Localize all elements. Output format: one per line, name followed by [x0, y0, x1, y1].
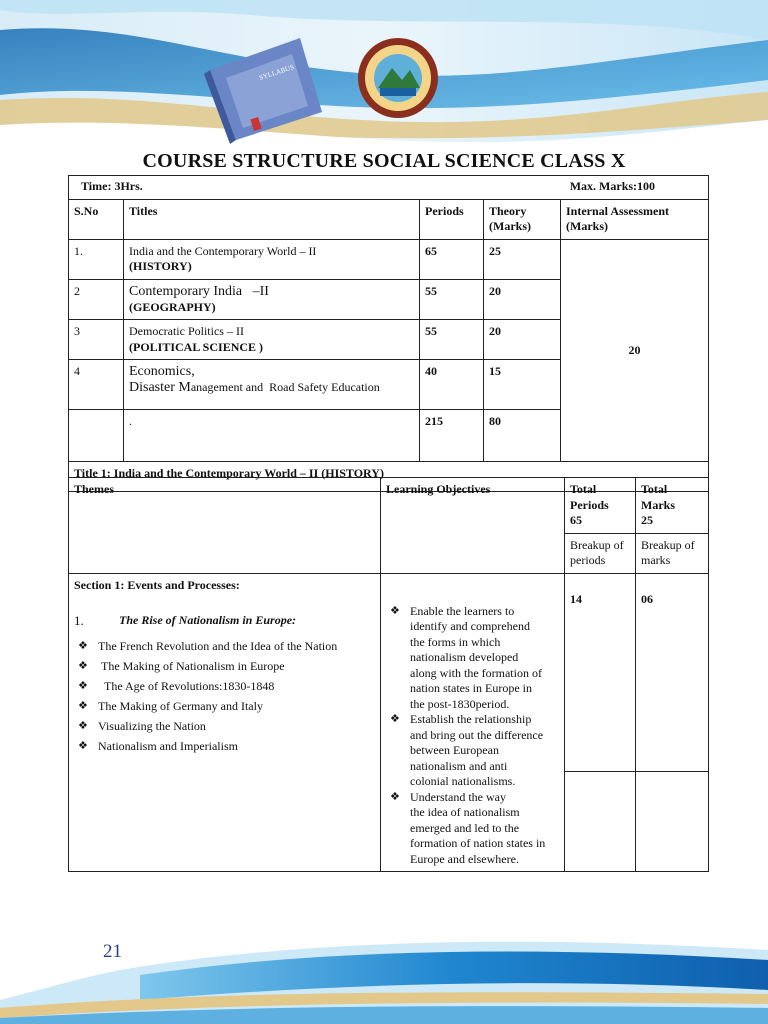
diamond-bullet-icon: ❖ [78, 639, 88, 652]
objective-item [386, 712, 559, 790]
header-themes: Themes [69, 478, 381, 574]
row-sno: 2 [69, 279, 124, 320]
row-periods: 65 [420, 239, 484, 279]
sub-heading [74, 613, 375, 629]
page-title: COURSE STRUCTURE SOCIAL SCIENCE CLASS X [142, 150, 626, 172]
row-subtitle [129, 380, 414, 396]
max-marks-label: Max. Marks:100 [569, 179, 656, 193]
breakup-periods-line1: Breakup of [570, 537, 624, 552]
internal-assessment-value: 20 [561, 239, 709, 462]
row-sno: 3 [69, 320, 124, 360]
diamond-bullet-icon: ❖ [390, 790, 400, 803]
row-title [124, 279, 420, 320]
diamond-bullet-icon: ❖ [390, 604, 400, 617]
page-number: 21 [103, 941, 122, 962]
row-sno: 1. [69, 239, 124, 279]
row-periods: 55 [420, 320, 484, 360]
objectives-list [386, 604, 559, 868]
objective-line: emerged and led to the [410, 820, 520, 835]
header-breakup-marks [636, 533, 709, 573]
header-total-periods [565, 478, 636, 534]
sub-heading-title: The Rise of Nationalism in Europe: [119, 613, 297, 627]
total-marks-line1: Total [641, 482, 668, 496]
total-periods-line2: Periods [570, 497, 609, 512]
header-titles: Titles [124, 199, 420, 239]
objectives-cell [381, 573, 565, 872]
objective-line: Enable the learners to [410, 603, 515, 618]
objective-item [386, 604, 559, 713]
section-title: Section 1: Events and Processes: [74, 577, 240, 592]
breakup-marks-line1: Breakup of [641, 537, 695, 552]
list-item-text: Nationalism and Imperialism [98, 738, 238, 753]
row-subtitle-a: Disaster M [129, 380, 191, 395]
row-title: . [124, 410, 420, 462]
row-sno [69, 410, 124, 462]
list-item-text: The Age of Revolutions:1830-1848 [98, 678, 275, 693]
list-item [74, 679, 375, 695]
row-title [124, 320, 420, 360]
board-emblem-icon [358, 38, 438, 118]
row-theory: 20 [484, 320, 561, 360]
objective-line: identify and comprehend [410, 619, 530, 633]
time-marks-row [69, 176, 709, 200]
objective-item [386, 790, 559, 868]
row-subtitle: (POLITICAL SCIENCE ) [129, 339, 264, 354]
row-title [124, 360, 420, 410]
time-label: Time: 3Hrs. [81, 179, 143, 193]
diamond-bullet-icon: ❖ [78, 699, 88, 712]
header-total-marks [636, 478, 709, 534]
row-title-text: Economics, [129, 364, 195, 379]
themes-cell [69, 573, 381, 872]
header-internal-line1: Internal Assessment [566, 203, 670, 218]
header-internal [561, 199, 709, 239]
diamond-bullet-icon: ❖ [78, 739, 88, 752]
objective-line: the forms in which [410, 634, 501, 649]
objective-line: Europe and elsewhere. [410, 851, 519, 866]
total-marks-line3: 25 [641, 513, 653, 527]
header-banner [0, 0, 768, 150]
section-marks: 06 [636, 573, 709, 771]
list-item-text: The Making of Nationalism in Europe [98, 658, 285, 673]
diamond-bullet-icon: ❖ [78, 659, 88, 672]
row-title-text: Contemporary India –II [129, 283, 269, 299]
objective-line: Establish the relationship [410, 712, 532, 726]
list-item-text: Visualizing the Nation [98, 718, 206, 733]
row-periods: 40 [420, 360, 484, 410]
objective-line: between European [410, 743, 499, 757]
total-marks-line2: Marks [641, 497, 675, 512]
total-periods-line1: Total [570, 482, 597, 496]
row-sno: 4 [69, 360, 124, 410]
row-theory: 25 [484, 239, 561, 279]
history-themes-table [68, 477, 709, 872]
title1-heading: Title 1: India and the Contemporary World – II (HISTORY) [69, 462, 709, 492]
list-item-text: The Making of Germany and Italy [98, 698, 263, 713]
list-item-text: The French Revolution and the Idea of the Nation [98, 638, 338, 653]
empty-periods-cell [565, 771, 636, 871]
total-periods: 215 [420, 410, 484, 462]
header-breakup-periods [565, 533, 636, 573]
header-theory-line1: Theory [489, 203, 527, 218]
objective-line: the post-1830period. [410, 696, 510, 711]
sub-heading-number: 1. [74, 613, 84, 628]
row-subtitle-b: anagement and Road Safety Education [190, 380, 380, 394]
table-row [69, 239, 709, 279]
objective-line: the idea of nationalism [410, 805, 520, 819]
list-item [74, 639, 375, 655]
total-periods-line3: 65 [570, 513, 582, 527]
list-item [74, 719, 375, 735]
diamond-bullet-icon: ❖ [78, 719, 88, 732]
objective-line: nation states in Europe in [410, 681, 532, 695]
breakup-marks-line2: marks [641, 553, 671, 567]
breakup-periods-line2: periods [570, 553, 606, 567]
header-theory [484, 199, 561, 239]
objective-line: nationalism and anti [410, 758, 508, 773]
objective-line: and bring out the difference [410, 727, 544, 742]
header-theory-line2: (Marks) [489, 219, 531, 233]
header-sno: S.No [69, 199, 124, 239]
row-title-text: India and the Contemporary World – II [129, 243, 317, 258]
objective-line: colonial nationalisms. [410, 774, 516, 788]
theme-list [74, 639, 375, 755]
row-theory: 20 [484, 279, 561, 320]
list-item [74, 659, 375, 675]
header-internal-line2: (Marks) [566, 219, 608, 233]
row-theory: 15 [484, 360, 561, 410]
diamond-bullet-icon: ❖ [78, 679, 88, 692]
section-periods: 14 [565, 573, 636, 771]
empty-marks-cell [636, 771, 709, 871]
row-subtitle: (HISTORY) [129, 259, 192, 273]
list-item [74, 699, 375, 715]
row-periods: 55 [420, 279, 484, 320]
objective-line: along with the formation of [410, 665, 542, 680]
header-periods: Periods [420, 199, 484, 239]
row-subtitle: (GEOGRAPHY) [129, 299, 216, 314]
row-title-text: Democratic Politics – II [129, 324, 244, 338]
row-title [124, 239, 420, 279]
svg-text:SYLLABUS: SYLLABUS [258, 63, 296, 82]
list-item [74, 739, 375, 755]
header-learning-objectives: Learning Objectives [381, 478, 565, 574]
objective-line: nationalism developed [410, 650, 519, 664]
diamond-bullet-icon: ❖ [390, 713, 400, 725]
objective-line: Understand the way [410, 789, 506, 804]
objective-line: formation of nation states in [410, 836, 546, 850]
total-theory: 80 [484, 410, 561, 462]
course-structure-table [68, 175, 709, 492]
